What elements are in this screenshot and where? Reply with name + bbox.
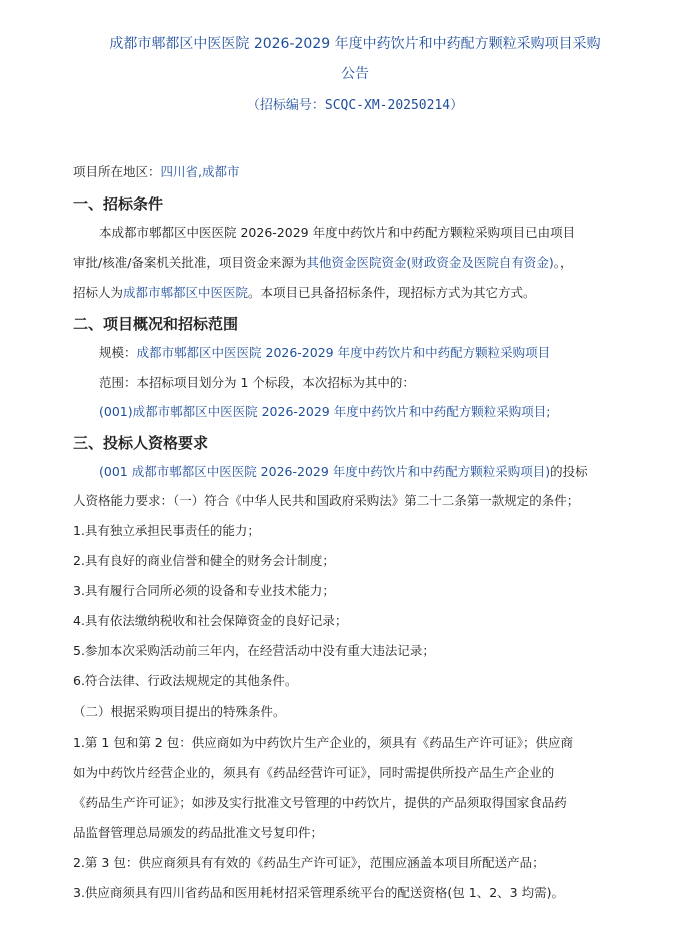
- scale-row: [99, 343, 644, 363]
- special-conditions-heading: （二）根据采购项目提出的特殊条件。: [73, 704, 286, 719]
- tenderer-name: 成都市郫都区中医医院: [123, 285, 249, 300]
- region-label: 项目所在地区：: [73, 164, 161, 179]
- section-heading-2: 二、项目概况和招标范围: [73, 315, 239, 333]
- tender-code: （招标编号：SCQC-XM-20250214）: [246, 98, 464, 113]
- funding-suffix: 。，: [553, 255, 573, 270]
- special-condition-line: 2.第 3 包：供应商须具有有效的《药品生产许可证》，范围应涵盖本项目所配送产品；: [73, 855, 545, 870]
- funding-prefix: 审批/核准/备案机关批准，项目资金来源为: [73, 255, 307, 270]
- requirement-item: 2.具有良好的商业信誉和健全的财务会计制度；: [73, 553, 335, 568]
- section-heading-3: 三、投标人资格要求: [73, 434, 209, 452]
- range-row: 范围：本招标项目划分为 1 个标段，本次招标为其中的：: [99, 375, 415, 390]
- special-condition-line: 品监督管理总局颁发的药品批准文号复印件；: [73, 825, 324, 840]
- region-row: [73, 162, 643, 182]
- tenderer-suffix: 。本项目已具备招标条件，现招标方式为其它方式。: [248, 285, 536, 300]
- requirement-item: 5.参加本次采购活动前三年内，在经营活动中没有重大违法记录；: [73, 643, 435, 658]
- special-condition-line: 1.第 1 包和第 2 包：供应商如为中药饮片生产企业的，须具有《药品生产许可证》；供应商: [73, 735, 573, 750]
- special-condition-line: 《药品生产许可证》；如涉及实行批准文号管理的中药饮片，提供的产品须取得国家食品药: [73, 795, 567, 810]
- requirement-item: 6.符合法律、行政法规规定的其他条件。: [73, 673, 298, 688]
- tenderer-prefix: 招标人为: [73, 285, 124, 300]
- scale-value: 成都市郫都区中医医院 2026-2029 年度中药饮片和中药配方颗粒采购项目: [136, 345, 551, 360]
- special-condition-line: 如为中药饮片经营企业的，须具有《药品经营许可证》，同时需提供所投产品生产企业的: [73, 765, 555, 780]
- qualification-intro-line1: [99, 462, 644, 482]
- requirement-item: 1.具有独立承担民事责任的能力；: [73, 523, 260, 538]
- section-heading-1: 一、招标条件: [73, 195, 164, 213]
- qualification-intro-line2: 人资格能力要求：（一）符合《中华人民共和国政府采购法》第二十二条第一款规定的条件；: [73, 493, 580, 508]
- funding-source: 其他资金医院资金(财政资金及医院自有资金): [306, 255, 554, 270]
- qualification-intro-suffix: 的投标: [550, 464, 588, 479]
- qualification-lot: (001 成都市郫都区中医医院 2026-2029 年度中药饮片和中药配方颗粒采购项目): [99, 464, 551, 479]
- region-value: 四川省,成都市: [160, 164, 240, 179]
- requirement-item: 3.具有履行合同所必须的设备和专业技术能力；: [73, 583, 335, 598]
- special-condition-line: 3.供应商须具有四川省药品和医用耗材招采管理系统平台的配送资格(包 1、2、3 均需)。: [73, 885, 564, 900]
- section1-para-line2: [73, 253, 643, 273]
- section1-para-line3: [73, 283, 643, 303]
- requirement-item: 4.具有依法缴纳税收和社会保障资金的良好记录；: [73, 613, 348, 628]
- lot-row: (001)成都市郫都区中医医院 2026-2029 年度中药饮片和中药配方颗粒采购项目;: [99, 404, 551, 419]
- section1-para-line1: 本成都市郫都区中医医院 2026-2029 年度中药饮片和中药配方颗粒采购项目已由项目: [99, 225, 576, 240]
- page-title-line1: 成都市郫都区中医医院 2026-2029 年度中药饮片和中药配方颗粒采购项目采购: [109, 36, 601, 52]
- page-title-line2: 公告: [341, 66, 369, 82]
- scale-label: 规模：: [99, 345, 137, 360]
